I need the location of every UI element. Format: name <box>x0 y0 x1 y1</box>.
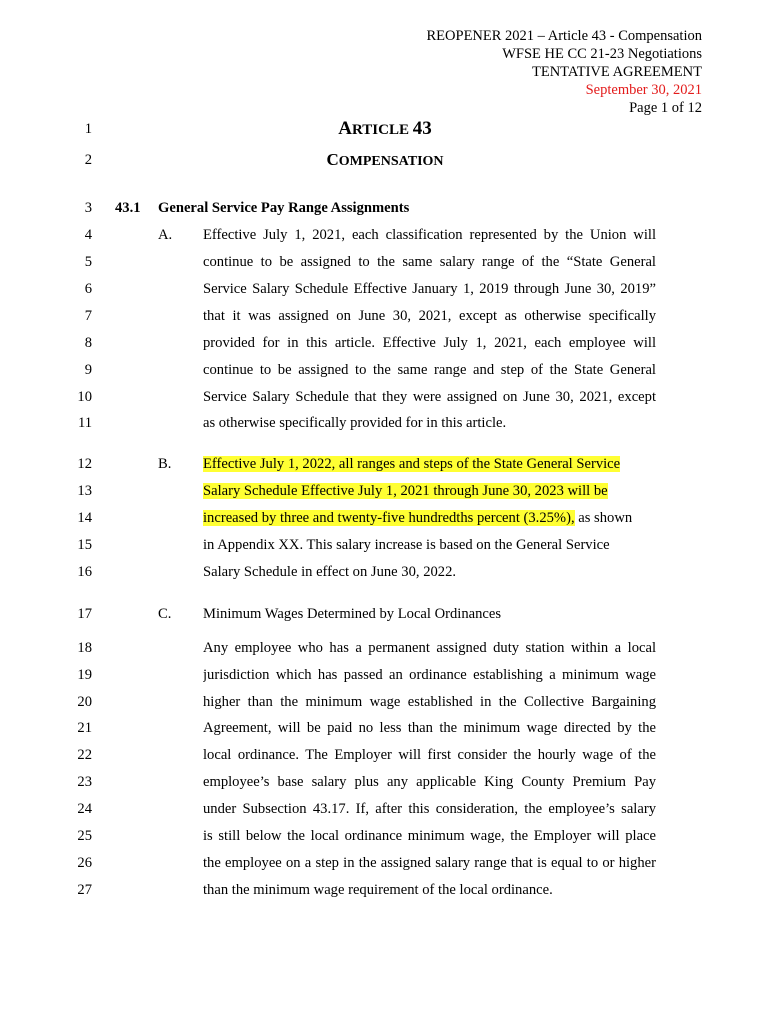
line-number: 14 <box>77 510 92 526</box>
paragraph-line: Service Salary Schedule that they were assigned on June 30, 2021, except <box>203 389 656 405</box>
document-line <box>0 771 770 793</box>
document-line <box>0 691 770 713</box>
line-number: 2 <box>84 152 92 168</box>
line-number: 9 <box>84 362 92 378</box>
document-line <box>0 332 770 354</box>
item-label-c: C. <box>158 606 172 622</box>
header-date: September 30, 2021 <box>585 82 702 98</box>
subsection-title: Minimum Wages Determined by Local Ordinances <box>203 606 502 622</box>
paragraph-line: continue to be assigned to the same range and step of the State General <box>203 362 656 378</box>
line-number: 25 <box>77 828 92 844</box>
plain-text: as shown <box>574 510 633 526</box>
document-line <box>0 744 770 766</box>
line-number: 23 <box>77 774 92 790</box>
line-number: 15 <box>77 537 92 553</box>
paragraph-line: is still below the local ordinance minimum wage, the Employer will place <box>203 828 656 844</box>
document-line <box>0 879 770 901</box>
paragraph-line <box>203 507 656 529</box>
document-line <box>0 852 770 874</box>
document-line <box>0 603 770 625</box>
document-line <box>0 480 770 502</box>
document-line <box>0 412 770 434</box>
document-line <box>0 197 770 219</box>
paragraph-line: Any employee who has a permanent assigned duty station within a local <box>203 640 656 656</box>
paragraph-line: continue to be assigned to the same salary range of the “State General <box>203 254 656 270</box>
line-number: 26 <box>77 855 92 871</box>
paragraph-line: under Subsection 43.17. If, after this consideration, the employee’s salary <box>203 801 656 817</box>
paragraph-line: that it was assigned on June 30, 2021, except as otherwise specifically <box>203 308 656 324</box>
line-number: 3 <box>84 200 92 216</box>
document-line <box>0 637 770 659</box>
header-negotiations: WFSE HE CC 21-23 Negotiations <box>502 46 702 62</box>
section-title: General Service Pay Range Assignments <box>158 200 410 216</box>
line-number: 1 <box>84 121 92 137</box>
document-line <box>0 118 770 140</box>
paragraph-line <box>203 480 656 502</box>
document-line <box>0 224 770 246</box>
document-line <box>0 386 770 408</box>
document-line <box>0 149 770 171</box>
document-line <box>0 251 770 273</box>
paragraph-line: provided for in this article. Effective July 1, 2021, each employee will <box>203 335 656 351</box>
document-line <box>0 561 770 583</box>
highlighted-text: Effective July 1, 2022, all ranges and steps of the State General Service <box>203 456 621 472</box>
paragraph-line: Effective July 1, 2021, each classification represented by the Union will <box>203 227 656 243</box>
article-heading: ARTICLE 43 <box>338 118 432 139</box>
document-line <box>0 664 770 686</box>
line-number: 20 <box>77 694 92 710</box>
paragraph-line: jurisdiction which has passed an ordinance establishing a minimum wage <box>203 667 656 683</box>
document-line <box>0 278 770 300</box>
line-number: 18 <box>77 640 92 656</box>
line-number: 10 <box>77 389 92 405</box>
document-line <box>0 507 770 529</box>
document-line <box>0 825 770 847</box>
paragraph-line: the employee on a step in the assigned salary range that is equal to or higher <box>203 855 656 871</box>
line-number: 11 <box>77 415 92 431</box>
document-line <box>0 453 770 475</box>
highlighted-text: increased by three and twenty-five hundredths percent (3.25%), <box>203 510 575 526</box>
document-line <box>0 305 770 327</box>
header-page-number: Page 1 of 12 <box>629 100 702 116</box>
document-line <box>0 534 770 556</box>
line-number: 24 <box>77 801 92 817</box>
line-number: 27 <box>77 882 92 898</box>
paragraph-line: in Appendix XX. This salary increase is based on the General Service <box>203 537 610 553</box>
line-number: 13 <box>77 483 92 499</box>
paragraph-line <box>203 453 656 475</box>
item-label-b: B. <box>158 456 172 472</box>
line-number: 12 <box>77 456 92 472</box>
paragraph-line: Agreement, will be paid no less than the minimum wage directed by the <box>203 720 656 736</box>
section-number: 43.1 <box>115 200 141 216</box>
header-title: REOPENER 2021 – Article 43 - Compensation <box>426 28 702 44</box>
header-status: TENTATIVE AGREEMENT <box>532 64 702 80</box>
paragraph-line: higher than the minimum wage established in the Collective Bargaining <box>203 694 656 710</box>
paragraph-line: Salary Schedule in effect on June 30, 2022. <box>203 564 457 580</box>
paragraph-line: as otherwise specifically provided for in this article. <box>203 415 507 431</box>
line-number: 5 <box>84 254 92 270</box>
line-number: 22 <box>77 747 92 763</box>
line-number: 19 <box>77 667 92 683</box>
line-number: 4 <box>84 227 92 243</box>
line-number: 16 <box>77 564 92 580</box>
line-number: 6 <box>84 281 92 297</box>
paragraph-line: than the minimum wage requirement of the local ordinance. <box>203 882 553 898</box>
document-line <box>0 798 770 820</box>
line-number: 21 <box>77 720 92 736</box>
paragraph-line: employee’s base salary plus any applicable King County Premium Pay <box>203 774 656 790</box>
document-line <box>0 359 770 381</box>
paragraph-line: local ordinance. The Employer will first consider the hourly wage of the <box>203 747 656 763</box>
line-number: 7 <box>84 308 92 324</box>
line-number: 8 <box>84 335 92 351</box>
paragraph-line: Service Salary Schedule Effective January 1, 2019 through June 30, 2019” <box>203 281 656 297</box>
document-header <box>427 27 702 117</box>
item-label-a: A. <box>158 227 173 243</box>
highlighted-text: Salary Schedule Effective July 1, 2021 through June 30, 2023 will be <box>203 483 608 499</box>
document-line <box>0 717 770 739</box>
article-title: COMPENSATION <box>326 150 444 169</box>
line-number: 17 <box>77 606 92 622</box>
